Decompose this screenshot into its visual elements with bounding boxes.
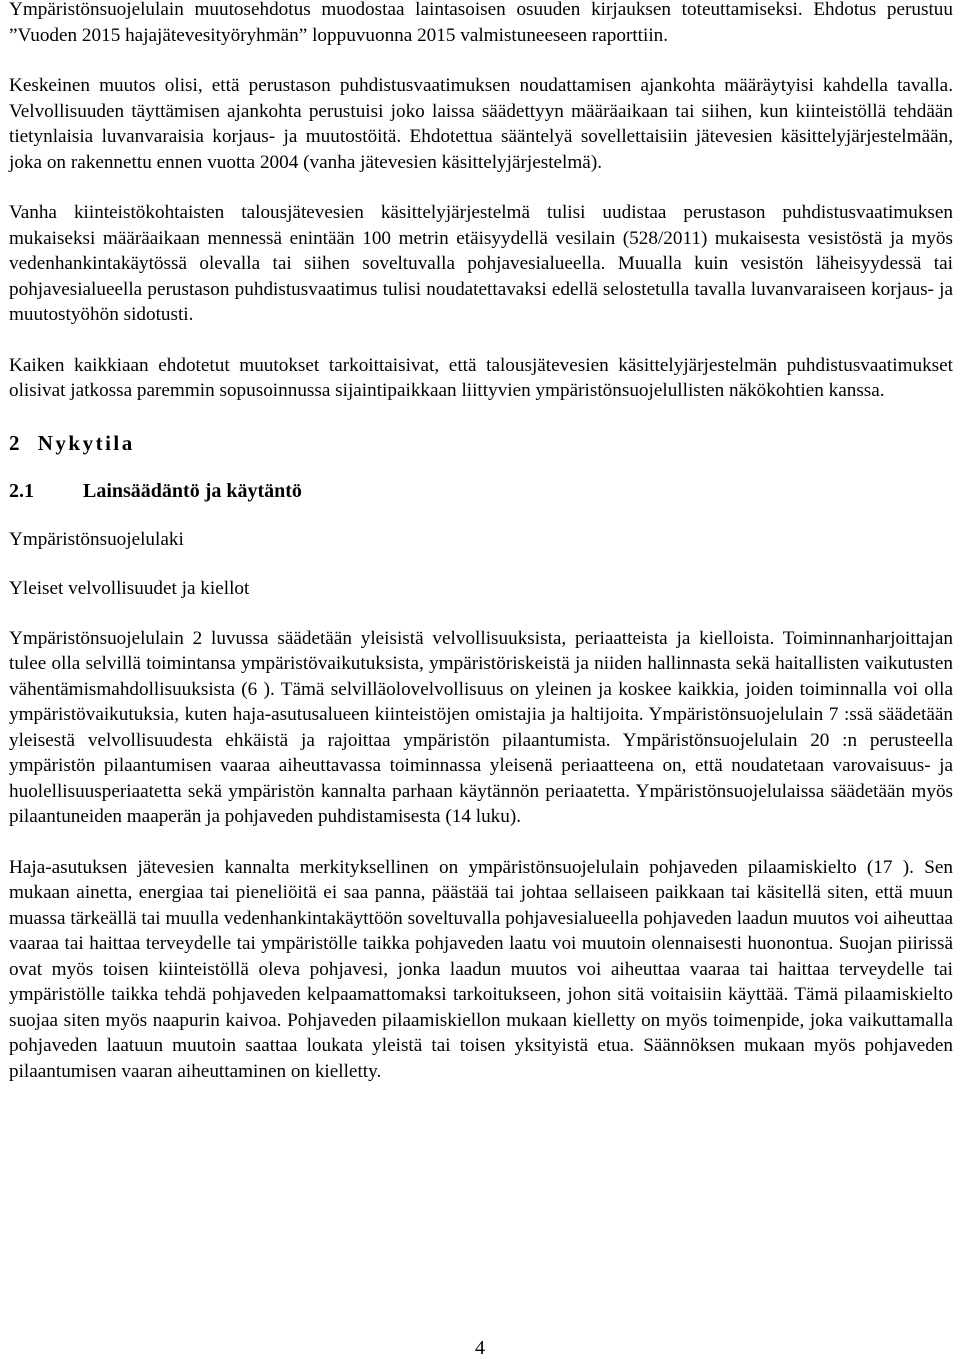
- section-heading: [9, 429, 953, 457]
- paragraph-old-systems: Vanha kiinteistökohtaisten talousjätevesien käsittelyjärjestelmä tulisi uudistaa perustason puhdistusvaatimuksen mukaiseksi määräaikaan mennessä enintään 100 metrin etäisyydellä vesilain (528/2011) mukaisesta vesistöstä ja myös vedenhankintakäytössä olevalla tai siihen soveltuvalla pohjavesialueella. Muualla kuin vesistön läheisyydessä tai pohjavesialueella perustason puhdistusvaatimus tulisi noudatettavaksi edellä selostetulla tavalla luvanvaraiseen korjaus- ja muutostyöhön sidotusti.: [9, 202, 953, 325]
- subsection-heading: [9, 477, 953, 505]
- section-number: 2: [9, 430, 22, 455]
- document-page: [9, 0, 953, 1084]
- law-heading: Ympäristönsuojelulaki: [9, 528, 184, 550]
- paragraph-key-change: Keskeinen muutos olisi, että perustason puhdistusvaatimuksen noudattamisen ajankohta määräytyisi kahdella tavalla. Velvollisuuden täyttämisen ajankohta perustuisi joko laissa säädettyyn määräaikaan tai siihen, kun kiinteistöllä tehdään tietynlaisia luvanvaraisia korjaus- ja muutostöitä. Ehdotettua sääntelyä sovellettaisiin jätevesien käsittelyjärjestelmään, joka on rakennettu ennen vuotta 2004 (vanha jätevesien käsittelyjärjestelmä).: [9, 75, 953, 173]
- section-title: Nykytila: [37, 430, 135, 455]
- paragraph-intro: Ympäristönsuojelulain muutosehdotus muodostaa laintasoisen osuuden kirjauksen toteuttamiseksi. Ehdotus perustuu ”Vuoden 2015 hajajätevesityöryhmän” loppuvuonna 2015 valmistuneeseen raporttiin.: [9, 0, 953, 46]
- subsection-title: Lainsäädäntö ja käytäntö: [83, 479, 302, 502]
- paragraph-general-obligations: Ympäristönsuojelulain 2 luvussa säädetään yleisistä velvollisuuksista, periaatteista ja kielloista. Toiminnanharjoittajan tulee olla selvillä toimintansa ympäristövaikutuksista, ympäristöriskeistä ja niiden hallinnasta sekä haitallisten vaikutusten vähentämismahdollisuuksista (6 ). Tämä selvilläolovelvollisuus on yleinen ja koskee kaikkia, joiden toiminnalla voi olla ympäristövaikutuksia, kuten haja-asutusalueen kiinteistöjen omistajia ja haltijoita. Ympäristönsuojelulain 7 :ssä säädetään yleisestä velvollisuudesta ehkäistä ja rajoittaa ympäristön pilaantumista. Ympäristönsuojelulain 20 :n perusteella ympäristön pilaantumisen vaaraa aiheuttavassa toiminnassa yleisenä periaatteena on, että noudatetaan varovaisuus- ja huolellisuusperiaatetta sekä ympäristön kannalta parhaan käytännön periaatetta. Ympäristönsuojelulaissa säädetään myös pilaantuneiden maaperän ja pohjaveden puhdistamisesta (14 luku).: [9, 627, 953, 827]
- paragraph-summary: Kaiken kaikkiaan ehdotetut muutokset tarkoittaisivat, että talousjätevesien käsittelyjärjestelmän puhdistusvaatimukset olisivat jatkossa paremmin sopusoinnussa sijaintipaikkaan liittyvien ympäristönsuojelullisten näkökohtien kanssa.: [9, 354, 953, 401]
- paragraph-groundwater-ban: Haja-asutuksen jätevesien kannalta merkityksellinen on ympäristönsuojelulain pohjaveden pilaamiskielto (17 ). Sen mukaan ainetta, energiaa tai pieneliöitä ei saa panna, päästää tai johtaa sellaiseen paikkaan tai käsitellä siten, että muun muassa tärkeällä tai muulla vedenhankintakäyttöön soveltuvalla pohjavesialueella pohjaveden laadun muutos voi aiheuttaa vaaraa tai haittaa terveydelle tai ympäristölle taikka pohjaveden laatu voi muutoin olennaisesti huonontua. Suojan piirissä ovat myös toisen kiinteistöllä oleva pohjavesi, jonka laadun muutos voi aiheuttaa vaaraa tai haittaa terveydelle tai ympäristölle taikka tehdä pohjaveden kelpaamattomaksi tarkoitukseen, johon sitä voitaisiin käyttää. Tämä pilaamiskielto suojaa siten myös naapurin kaivoa. Pohjaveden pilaamiskiellon mukaan kielletty on myös toimenpide, joka vaikuttamalla pohjaveden laatuun muutoin saattaa loukata yleistä tai toisen yksityistä etua. Säännöksen mukaan myös pohjaveden pilaantumisen vaaran aiheuttaminen on kielletty.: [9, 856, 953, 1082]
- obligations-heading: Yleiset velvollisuudet ja kiellot: [9, 577, 250, 599]
- subsection-number: 2.1: [9, 479, 34, 502]
- page-number: 4: [475, 1337, 485, 1359]
